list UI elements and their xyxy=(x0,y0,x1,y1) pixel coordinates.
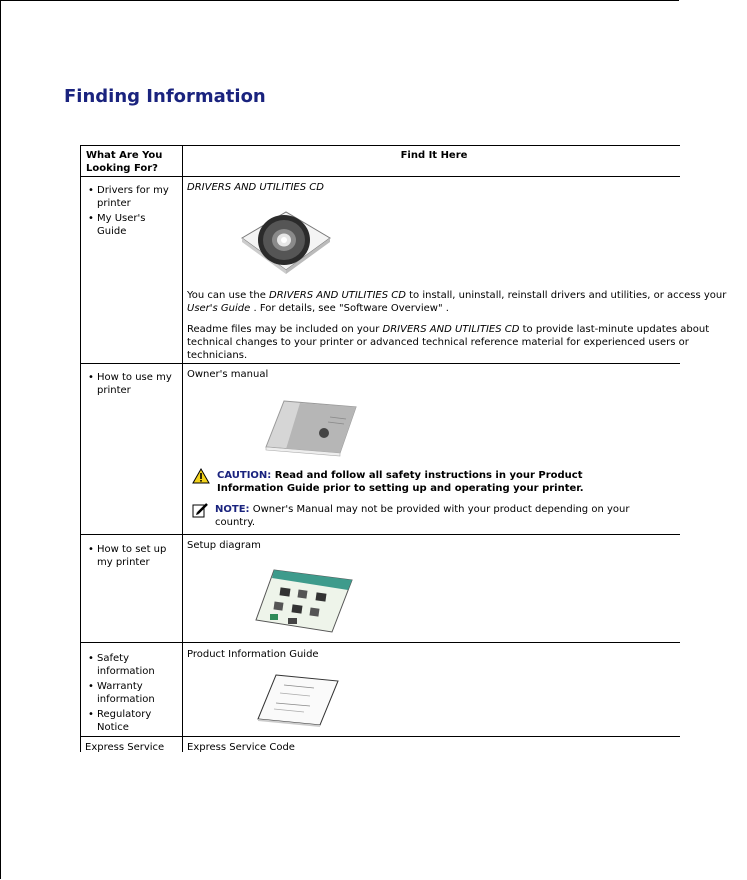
row1-paragraph-2 xyxy=(187,323,747,362)
manual-icon xyxy=(260,395,360,459)
page-title: Finding Information xyxy=(64,86,266,107)
header-what-are-you-looking-for: What Are You Looking For? xyxy=(86,150,163,174)
header-find-it-here: Find It Here xyxy=(400,150,468,161)
row-divider xyxy=(80,534,680,535)
note-text xyxy=(215,503,640,529)
text-run: You can use the xyxy=(187,290,270,301)
table-border-left xyxy=(80,145,81,752)
row4-items xyxy=(86,652,178,736)
text-run: to provide last-minute updates about technical changes to your printer or advanced technical reference material for experienced users or technicians. xyxy=(187,324,710,361)
note-body: Owner's Manual may not be provided with your product depending on your country. xyxy=(215,504,630,528)
row-divider xyxy=(80,642,680,643)
note-icon xyxy=(192,502,208,518)
table-column-divider xyxy=(182,145,183,752)
caution-body: Read and follow all safety instructions in your Product Information Guide prior to setting up and operating your printer. xyxy=(217,470,584,494)
list-item: • How to set up my printer xyxy=(86,543,178,569)
row5-label: Express Service xyxy=(85,742,165,753)
list-item: • Drivers for my printer xyxy=(86,184,178,210)
info-table xyxy=(80,145,727,753)
row-divider xyxy=(80,363,680,364)
list-item: • Safety information xyxy=(86,652,178,678)
row1-items xyxy=(86,184,178,240)
text-run: . For details, see "Software Overview" . xyxy=(250,303,449,314)
caution-text xyxy=(217,469,647,495)
row2-items xyxy=(86,371,178,399)
text-run: DRIVERS AND UTILITIES CD xyxy=(269,290,406,301)
caution-icon xyxy=(192,468,210,484)
row5-source: Express Service Code xyxy=(187,742,295,753)
text-run: DRIVERS AND UTILITIES CD xyxy=(382,324,520,335)
setup-diagram-icon xyxy=(252,568,356,634)
list-item: • Regulatory Notice xyxy=(86,708,178,734)
note-label: NOTE: xyxy=(215,504,250,515)
text-run: User's Guide xyxy=(187,303,251,314)
text-run: Readme files may be included on your xyxy=(187,324,383,335)
table-border-top xyxy=(80,145,680,146)
row1-source: DRIVERS AND UTILITIES CD xyxy=(187,182,324,193)
row1-paragraph-1 xyxy=(187,289,747,315)
list-item: • My User's Guide xyxy=(86,212,178,238)
row4-source: Product Information Guide xyxy=(187,649,319,660)
row-divider xyxy=(80,176,680,177)
row3-source: Setup diagram xyxy=(187,540,261,551)
row2-source: Owner's manual xyxy=(187,369,269,380)
list-item: • How to use my printer xyxy=(86,371,178,397)
text-run: to install, uninstall, reinstall drivers and utilities, or access your xyxy=(405,290,727,301)
row3-items xyxy=(86,543,178,571)
list-item: • Warranty information xyxy=(86,680,178,706)
cd-icon xyxy=(238,208,334,278)
caution-label: CAUTION: xyxy=(217,470,272,481)
product-guide-icon xyxy=(254,673,340,727)
row-divider xyxy=(80,736,680,737)
